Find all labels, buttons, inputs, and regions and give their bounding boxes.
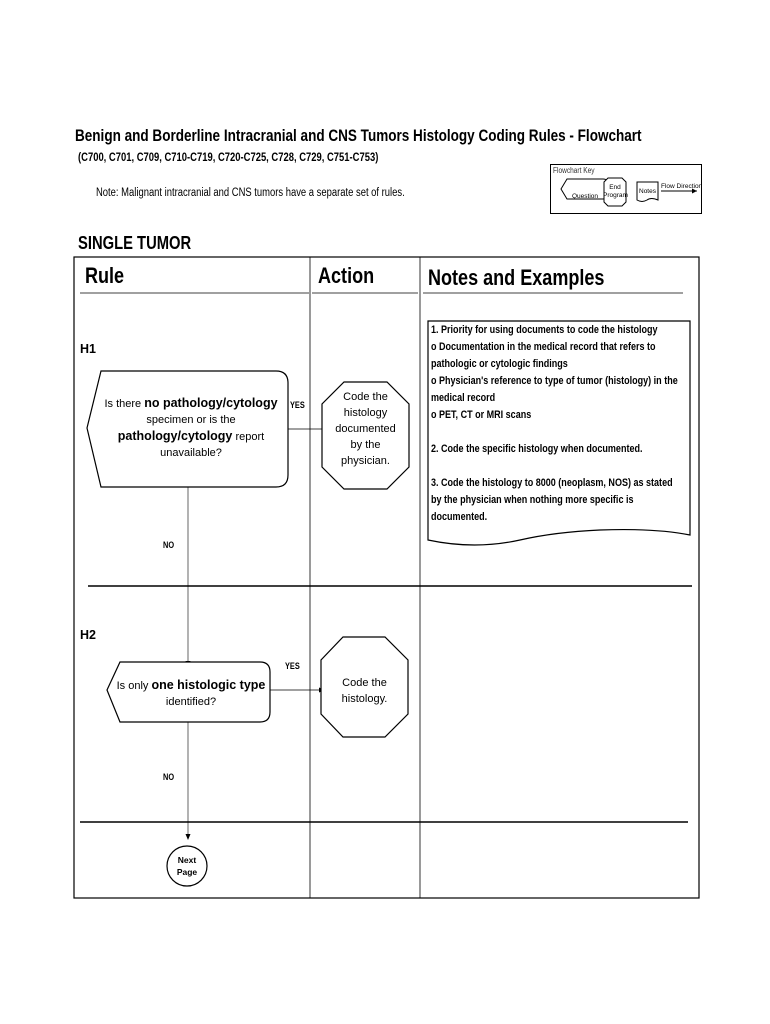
h1-yes-label: YES [290, 400, 305, 410]
key-flow-direction-label: Flow Direction [661, 183, 703, 190]
rule-label-h1: H1 [80, 342, 96, 356]
column-header-rule: Rule [85, 263, 125, 288]
page-title: Benign and Borderline Intracranial and CNS Tumors Histology Coding Rules - Flowchart [75, 127, 642, 145]
h1-action-text: Code the histology documented by the physician. [335, 391, 396, 467]
h2-yes-label: YES [285, 661, 300, 671]
rule-label-h2: H2 [80, 628, 96, 642]
h1-question-text: Is there no pathology/cytology specimen or is the pathology/cytology report unavailable? [104, 396, 278, 459]
key-question-label: Question [571, 193, 599, 200]
h1-no-label: NO [163, 540, 175, 550]
key-end-program-label: End Program [603, 184, 628, 199]
next-page-label[interactable]: Next Page [176, 855, 198, 877]
malignant-note: Note: Malignant intracranial and CNS tumors have a separate set of rules. [96, 187, 405, 199]
section-title: SINGLE TUMOR [78, 233, 192, 253]
key-notes-label: Notes [639, 188, 656, 195]
h2-no-label: NO [163, 772, 175, 782]
site-codes: (C700, C701, C709, C710-C719, C720-C725, C728, C729, C751-C753) [78, 152, 379, 164]
column-header-notes: Notes and Examples [428, 265, 605, 290]
h2-question-text: Is only one histologic type identified? [116, 678, 266, 708]
flowchart-key-title: Flowchart Key [553, 166, 595, 175]
h2-action-text: Code the histology. [341, 677, 388, 705]
column-header-action: Action [318, 263, 375, 288]
h1-notes-text: 1. Priority for using documents to code the histology o Documentation in the medical record that refers to pathologic or cytologic findings o Physician's reference to type of tumor (histology) in the medical record o PET, CT or MRI scans 2. Code the specific histology when documented. 3. Code the histology to 8000 (neoplasm, NOS) as stated by the physician when nothing more specific is documented. [431, 324, 678, 523]
